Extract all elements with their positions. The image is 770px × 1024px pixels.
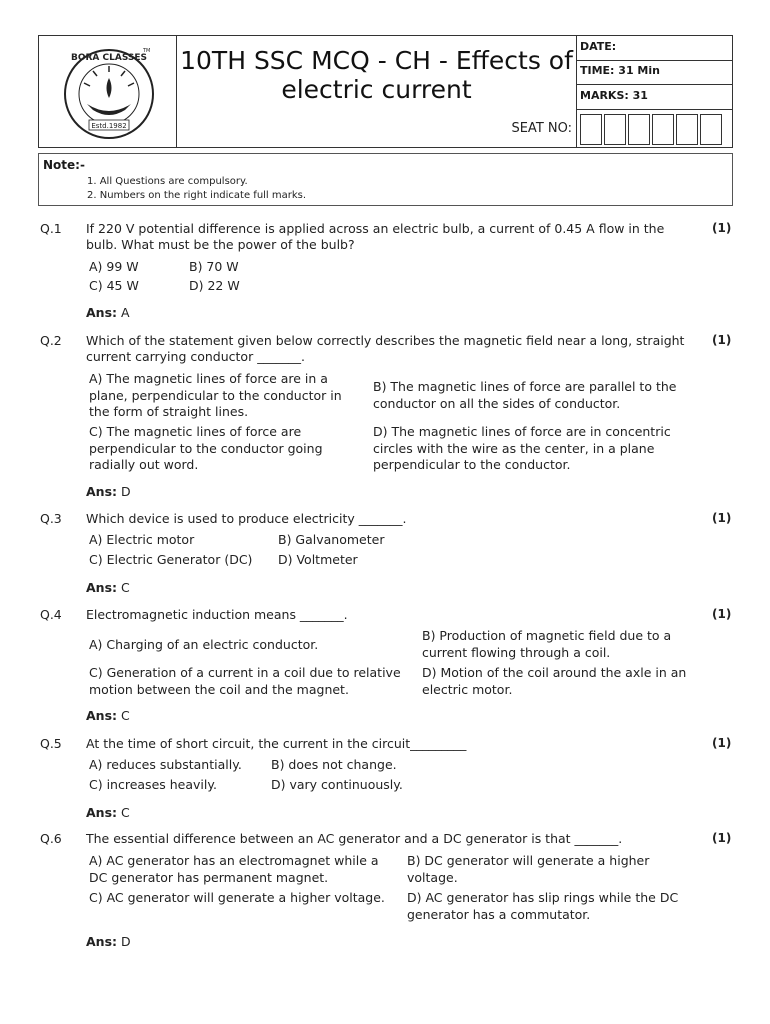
- option-c: C) AC generator will generate a higher voltage.: [89, 890, 385, 905]
- answer-value: D: [121, 484, 131, 499]
- seat-no-boxes: [580, 114, 722, 145]
- note-box: [38, 153, 733, 206]
- answer: [86, 305, 130, 320]
- option-d: D) The magnetic lines of force are in concentric circles with the wire as the center, in a plane perpendicular to the conductor.: [373, 424, 671, 472]
- question-text: The essential difference between an AC generator and a DC generator is that _______.: [86, 831, 623, 846]
- question-marks: (1): [712, 736, 732, 750]
- seat-box[interactable]: [604, 114, 626, 145]
- question-marks: (1): [712, 511, 732, 525]
- question-marks: (1): [712, 831, 732, 845]
- note-item: 1. All Questions are compulsory.: [87, 176, 248, 187]
- option-a: A) AC generator has an electromagnet while a DC generator has permanent magnet.: [89, 853, 379, 885]
- option-b: B) does not change.: [271, 757, 397, 772]
- option-b: B) Galvanometer: [278, 532, 385, 547]
- note-item: 2. Numbers on the right indicate full marks.: [87, 190, 307, 201]
- option-b: B) DC generator will generate a higher voltage.: [407, 853, 650, 885]
- info-cell: [576, 36, 732, 147]
- bora-classes-logo: [59, 42, 159, 142]
- seat-box[interactable]: [652, 114, 674, 145]
- option-b: B) 70 W: [189, 259, 239, 274]
- question-marks: (1): [712, 333, 732, 347]
- question-text: If 220 V potential difference is applied across an electric bulb, a current of 0.45 A flow in the bulb. What must be the power of the bulb?: [86, 221, 665, 252]
- option-b: B) The magnetic lines of force are parallel to the conductor on all the sides of conductor.: [373, 379, 677, 411]
- seat-box[interactable]: [676, 114, 698, 145]
- option-c: C) 45 W: [89, 278, 139, 293]
- option-a: A) Electric motor: [89, 532, 195, 547]
- answer-value: C: [121, 580, 130, 595]
- question-number: Q.4: [40, 607, 62, 622]
- question-text: Electromagnetic induction means _______.: [86, 607, 348, 622]
- question-text: Which of the statement given below correctly describes the magnetic field near a long, straight current carrying conductor _______.: [86, 333, 685, 364]
- option-a: A) 99 W: [89, 259, 139, 274]
- answer-label: Ans:: [86, 805, 118, 820]
- answer-label: Ans:: [86, 305, 118, 320]
- svg-text:BORA CLASSES: BORA CLASSES: [70, 53, 148, 63]
- option-d: D) 22 W: [189, 278, 240, 293]
- time-label: TIME: 31 Min: [577, 64, 733, 85]
- question-number: Q.3: [40, 511, 62, 526]
- seat-box[interactable]: [580, 114, 602, 145]
- answer: [86, 708, 130, 723]
- title-cell: [177, 36, 576, 147]
- option-a: A) The magnetic lines of force are in a plane, perpendicular to the conductor in the form of straight lines.: [89, 371, 342, 419]
- option-d: D) vary continuously.: [271, 777, 403, 792]
- option-c: C) Generation of a current in a coil due to relative motion between the coil and the magnet.: [89, 665, 401, 697]
- answer: [86, 484, 131, 499]
- question-number: Q.1: [40, 221, 62, 236]
- option-c: C) The magnetic lines of force are perpendicular to the conductor going radially out word.: [89, 424, 323, 472]
- question-marks: (1): [712, 607, 732, 621]
- header-box: [38, 35, 733, 148]
- question-number: Q.6: [40, 831, 62, 846]
- answer: [86, 805, 130, 820]
- seat-box[interactable]: [628, 114, 650, 145]
- date-label: DATE:: [577, 40, 733, 61]
- answer-label: Ans:: [86, 708, 118, 723]
- question-text: At the time of short circuit, the current in the circuit_________: [86, 736, 467, 751]
- option-c: C) Electric Generator (DC): [89, 552, 253, 567]
- answer-label: Ans:: [86, 934, 118, 949]
- answer-label: Ans:: [86, 580, 118, 595]
- answer-label: Ans:: [86, 484, 118, 499]
- answer-value: A: [121, 305, 130, 320]
- question-number: Q.5: [40, 736, 62, 751]
- note-list: [87, 175, 306, 203]
- note-title: Note:-: [43, 158, 85, 172]
- question-marks: (1): [712, 221, 732, 235]
- option-c: C) increases heavily.: [89, 777, 217, 792]
- answer-value: C: [121, 708, 130, 723]
- logo-cell: [39, 36, 177, 147]
- option-d: D) Motion of the coil around the axle in an electric motor.: [422, 665, 687, 697]
- option-a: A) reduces substantially.: [89, 757, 242, 772]
- page-title: 10TH SSC MCQ - CH - Effects of electric current: [180, 46, 573, 104]
- option-a: A) Charging of an electric conductor.: [89, 637, 319, 652]
- question-text: Which device is used to produce electricity _______.: [86, 511, 407, 526]
- answer: [86, 580, 130, 595]
- seat-no-label: SEAT NO:: [511, 121, 572, 136]
- svg-text:Estd.1982: Estd.1982: [91, 122, 127, 130]
- answer-value: D: [121, 934, 131, 949]
- seat-box[interactable]: [700, 114, 722, 145]
- answer: [86, 934, 131, 949]
- option-d: D) Voltmeter: [278, 552, 358, 567]
- option-b: B) Production of magnetic field due to a current flowing through a coil.: [422, 628, 672, 660]
- svg-text:TM: TM: [143, 48, 151, 54]
- marks-label: MARKS: 31: [577, 89, 733, 110]
- option-d: D) AC generator has slip rings while the DC generator has a commutator.: [407, 890, 679, 922]
- answer-value: C: [121, 805, 130, 820]
- question-number: Q.2: [40, 333, 62, 348]
